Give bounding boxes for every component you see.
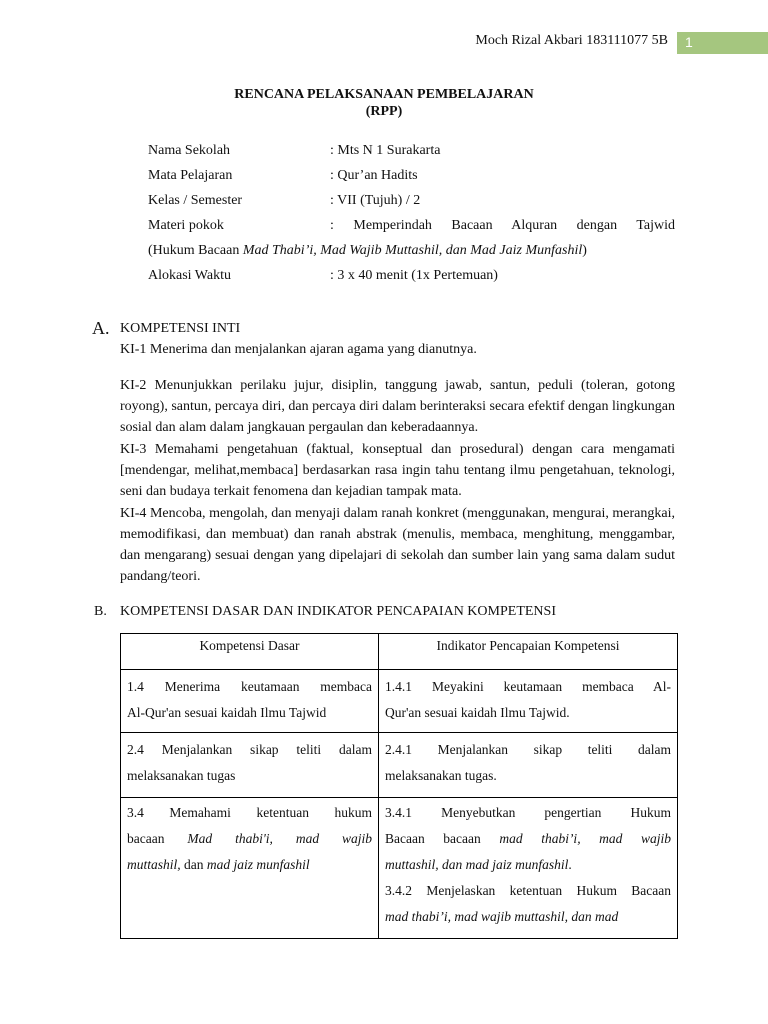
- indicator-cell: [379, 733, 678, 798]
- info-label: Mata Pelajaran: [148, 168, 233, 183]
- cell-line: melaksanakan tugas.: [385, 768, 497, 783]
- info-value: : 3 x 40 menit (1x Pertemuan): [330, 268, 498, 283]
- cell-line: 3.4.1 Menyebutkan pengertian Hukum: [385, 805, 671, 820]
- cell-line: 2.4.1 Menjalankan sikap teliti dalam: [385, 742, 671, 757]
- cell-line: 1.4.1 Meyakini keutamaan membaca Al-: [385, 679, 671, 694]
- section-title: KOMPETENSI DASAR DAN INDIKATOR PENCAPAIAN KOMPETENSI: [120, 604, 556, 619]
- cell-line: mad thabi’i, mad wajib muttashil, dan mad: [385, 909, 619, 924]
- table-row: [121, 733, 678, 798]
- ki-2: KI-2 Menunjukkan perilaku jujur, disiplin, tanggung jawab, santun, peduli (toleran, gotong royong), santun, percaya diri, dan percaya diri dalam berinteraksi secara efektif dengan lingkungan sosial dan alam dalam jangkauan pergaulan dan keberadaannya.: [120, 378, 675, 435]
- header-author: Moch Rizal Akbari 183111077 5B: [475, 33, 668, 48]
- info-value: : Mts N 1 Surakarta: [330, 143, 441, 158]
- text-run: dan: [180, 857, 207, 872]
- text-run: bacaan: [127, 831, 188, 846]
- materi-cont-post: ): [582, 243, 587, 258]
- ki-4: KI-4 Mencoba, mengolah, dan menyaji dalam ranah konkret (menggunakan, mengurai, merangkai, memodifikasi, dan membuat) dan ranah abstrak (menulis, membaca, menghitung, menggambar, dan mengarang) sesuai dengan yang dipelajari di sekolah dan sumber lain yang sama dalam sudut pandang/teori.: [120, 506, 675, 584]
- column-header-kd: Kompetensi Dasar: [121, 634, 379, 670]
- cell-line: Al-Qur'an sesuai kaidah Ilmu Tajwid: [127, 705, 327, 720]
- section-marker: B.: [94, 604, 107, 619]
- text-run-italic: Mad thabi'i, mad wajib: [187, 831, 373, 846]
- text-run-italic: muttashil,: [127, 857, 181, 872]
- cell-line: 3.4.2 Menjelaskan ketentuan Hukum Bacaan: [385, 883, 671, 898]
- cell-line: [385, 852, 671, 878]
- info-label: Nama Sekolah: [148, 143, 231, 158]
- cell-line: Qur'an sesuai kaidah Ilmu Tajwid.: [385, 705, 570, 720]
- page-number-badge: [677, 32, 768, 54]
- info-label: Materi pokok: [148, 218, 224, 233]
- text-run-italic: muttashil, dan mad jaiz munfashil: [385, 857, 569, 872]
- cell-line: 2.4 Menjalankan sikap teliti dalam: [127, 742, 372, 757]
- text-run: Bacaan bacaan: [385, 831, 500, 846]
- page-number: 1: [685, 34, 693, 50]
- kd-cell: [121, 733, 379, 798]
- kd-cell: [121, 670, 379, 733]
- cell-line: [127, 852, 372, 878]
- kd-cell: [121, 798, 379, 939]
- column-header-indikator: Indikator Pencapaian Kompetensi: [379, 634, 678, 670]
- page-header: [0, 32, 768, 54]
- document-subtitle: (RPP): [365, 104, 403, 119]
- ki-1: KI-1 Menerima dan menjalankan ajaran agama yang dianutnya.: [120, 342, 477, 357]
- cell-line: 1.4 Menerima keutamaan membaca: [127, 679, 372, 694]
- text-run-italic: mad jaiz munfashil: [206, 857, 310, 872]
- info-value: : Qur’an Hadits: [330, 168, 418, 183]
- cell-line: melaksanakan tugas: [127, 768, 236, 783]
- cell-line: 3.4 Memahami ketentuan hukum: [127, 805, 372, 820]
- text-run: .: [568, 857, 572, 872]
- section-marker: A.: [92, 318, 110, 338]
- info-value: : VII (Tujuh) / 2: [330, 193, 421, 208]
- ki-3: KI-3 Memahami pengetahuan (faktual, konseptual dan prosedural) dengan cara mengamati [mendengar, melihat,membaca] berdasarkan rasa ingin tahu tentang ilmu pengetahuan, teknologi, seni dan budaya terkait fenomena dan kejadian tampak mata.: [120, 442, 675, 499]
- info-row-materi-continued: [148, 243, 587, 259]
- cell-line: [127, 826, 372, 852]
- table-row: [121, 670, 678, 733]
- materi-cont-pre: (Hukum Bacaan: [148, 243, 243, 258]
- table-header-row: [121, 634, 678, 670]
- info-value: : Memperindah Bacaan Alquran dengan Tajwid: [330, 218, 675, 233]
- section-title: KOMPETENSI INTI: [120, 321, 241, 336]
- indicator-cell: [379, 798, 678, 939]
- materi-cont-italic: Mad Thabi’i, Mad Wajib Muttashil, dan Mad Jaiz Munfashil: [242, 243, 583, 258]
- info-label: Alokasi Waktu: [148, 268, 231, 283]
- text-run-italic: mad thabi’i, mad wajib: [499, 831, 671, 846]
- table-row: [121, 798, 678, 939]
- cell-line: [385, 826, 671, 852]
- document-title: RENCANA PELAKSANAAN PEMBELAJARAN: [234, 87, 534, 102]
- indicator-cell: [379, 670, 678, 733]
- competency-table: [120, 633, 678, 939]
- info-label: Kelas / Semester: [148, 193, 243, 208]
